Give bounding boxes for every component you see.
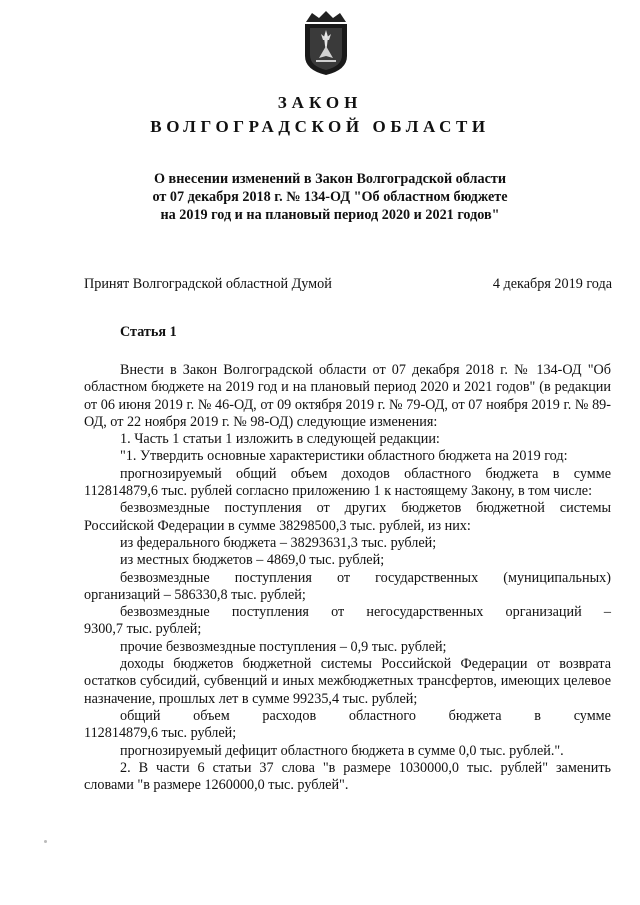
word: в xyxy=(534,707,541,724)
word: от xyxy=(331,604,345,621)
line-rest: 9300,7 тыс. рублей; xyxy=(84,621,202,638)
word: – xyxy=(603,604,611,621)
word: сумме xyxy=(573,707,611,724)
subject-line: на 2019 год и на плановый период 2020 и 2021 годов" xyxy=(160,207,500,223)
expenses-paragraph xyxy=(84,708,611,743)
word: поступления xyxy=(234,569,312,586)
law-subject xyxy=(120,170,540,224)
word: общий xyxy=(120,707,161,724)
word: негосударственных xyxy=(366,604,484,621)
word: организаций xyxy=(505,604,582,621)
region-title: ВОЛГОГРАДСКОЙ ОБЛАСТИ xyxy=(150,117,490,136)
federal-paragraph: из федерального бюджета – 38293631,3 тыс. рублей; xyxy=(120,534,437,551)
subject-line: О внесении изменений в Закон Волгоградской области xyxy=(153,171,507,187)
income-paragraph: прогнозируемый общий объем доходов областного бюджета в сумме 112814879,6 тыс. рублей согласно приложению 1 к настоящему Закону, в том числе: xyxy=(84,465,611,500)
word: безвозмездные xyxy=(120,604,210,621)
nonstate-orgs-paragraph xyxy=(84,604,611,639)
word: объем xyxy=(193,707,230,724)
line-rest: 112814879,6 тыс. рублей; xyxy=(84,725,237,742)
local-paragraph: из местных бюджетов – 4869,0 тыс. рублей; xyxy=(120,552,385,569)
scan-artifact xyxy=(44,840,47,843)
word: бюджета xyxy=(448,707,502,724)
law-title: ЗАКОН xyxy=(277,93,363,112)
word: областного xyxy=(348,707,416,724)
word: от xyxy=(336,569,351,586)
item-2: 2. В части 6 статьи 37 слова "в размере 1030000,0 тыс. рублей" заменить словами "в размере 1260000,0 тыс. рублей". xyxy=(84,759,611,794)
article-heading: Статья 1 xyxy=(120,324,177,340)
adopted-by: Принят Волгоградской областной Думой xyxy=(84,276,332,292)
deficit-paragraph: прогнозируемый дефицит областного бюджета в сумме 0,0 тыс. рублей.". xyxy=(120,742,564,759)
state-orgs-paragraph xyxy=(84,570,611,605)
quote-start: "1. Утвердить основные характеристики областного бюджета на 2019 год: xyxy=(120,448,568,465)
word: поступления xyxy=(231,604,309,621)
subject-line: от 07 декабря 2018 г. № 134-ОД "Об областном бюджете xyxy=(152,189,508,205)
word: расходов xyxy=(262,707,317,724)
other-paragraph: прочие безвозмездные поступления – 0,9 тыс. рублей; xyxy=(120,638,447,655)
item-1: 1. Часть 1 статьи 1 изложить в следующей редакции: xyxy=(120,431,440,448)
adoption-date: 4 декабря 2019 года xyxy=(492,276,612,292)
refunds-paragraph: доходы бюджетов бюджетной системы Российской Федерации от возврата остатков субсидий, субвенций и иных межбюджетных трансфертов, имеющих целевое назначение, прошлых лет в сумме 99235,4 тыс. рублей; xyxy=(84,656,611,707)
word: (муниципальных) xyxy=(503,569,611,586)
word: безвозмездные xyxy=(120,569,210,586)
intro-paragraph: Внести в Закон Волгоградской области от 07 декабря 2018 г. № 134-ОД "Об областном бюджете на 2019 год и на плановый период 2020 и 2021 годов" (в редакции от 06 июня 2019 г. № 46-ОД, от 09 октября 2019 г. № 79-ОД, от 07 ноября 2019 г. № 89-ОД, от 22 ноября 2019 г. № 98-ОД) следующие изменения: xyxy=(84,362,611,430)
coat-of-arms-icon xyxy=(302,10,350,76)
line-rest: организаций – 586330,8 тыс. рублей; xyxy=(84,586,306,603)
word: государственных xyxy=(375,569,479,586)
transfers-paragraph: безвозмездные поступления от других бюджетов бюджетной системы Российской Федерации в сумме 38298500,3 тыс. рублей, из них: xyxy=(84,500,611,534)
article-body xyxy=(84,362,611,794)
